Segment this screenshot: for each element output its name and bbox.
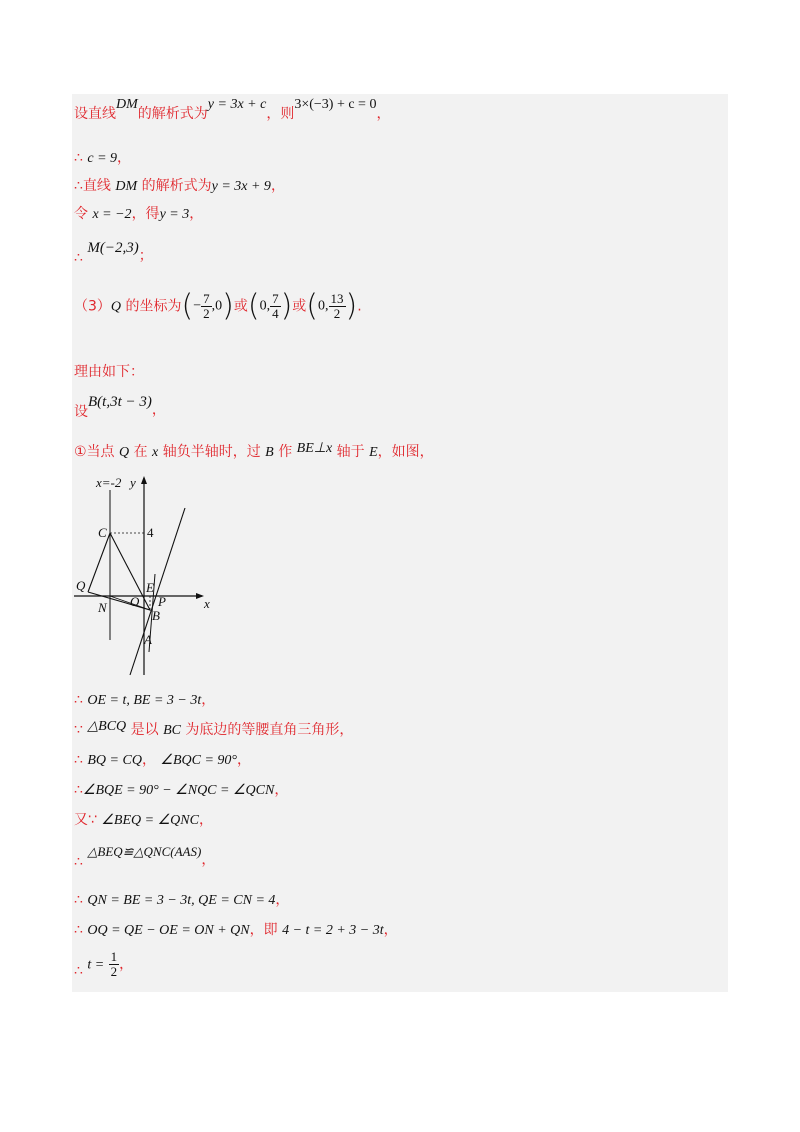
math: 0,: [259, 298, 271, 314]
therefore-symbol: ∴: [74, 854, 83, 870]
label-a: A: [144, 632, 152, 647]
math: Q: [110, 299, 122, 315]
line-6: （3）Q 的坐标为(− $\frac{7}{2}$ ,0)或(0, $\frac{7}{4}$ )或(0, $\frac{13}{2}$ ).: [74, 288, 362, 324]
fraction: [201, 292, 212, 321]
text: ，: [198, 812, 213, 828]
text: ，: [141, 752, 156, 768]
text: ，: [383, 922, 398, 938]
text: ，得: [131, 206, 160, 222]
math: BQ = CQ: [87, 753, 142, 768]
label-n: N: [98, 600, 107, 615]
line-3: [74, 176, 285, 197]
label-y: y: [130, 475, 136, 490]
math: y = 3: [159, 207, 190, 222]
label-x: x: [204, 596, 210, 611]
line-17: [74, 920, 398, 941]
text: ，: [151, 402, 166, 418]
text: ，: [237, 752, 251, 768]
math: Q: [119, 445, 130, 460]
text: ，: [275, 892, 290, 908]
text: ，: [270, 178, 285, 194]
text: 又∵: [74, 812, 97, 828]
math: 3×(−3) + c = 0: [294, 97, 377, 112]
math: DM: [116, 97, 138, 112]
line-7: [74, 362, 144, 382]
math: B(t,3t − 3): [88, 394, 152, 410]
text: 是以: [130, 722, 159, 738]
text: ，: [117, 150, 132, 166]
text: .: [357, 298, 362, 315]
math: ∠BQC = 90°: [160, 753, 237, 768]
therefore-symbol: ∴: [74, 752, 83, 768]
text: 设直线: [74, 106, 116, 122]
denominator: 2: [110, 964, 118, 979]
math: y = 3x + c: [207, 97, 267, 112]
math: BE⊥x: [296, 441, 333, 456]
text: ，: [274, 782, 289, 798]
text: 为底边的等腰直角三角形，: [185, 722, 354, 738]
math: E: [369, 445, 378, 460]
text: 轴于: [336, 444, 365, 460]
denominator: 4: [272, 306, 279, 321]
fraction: [329, 292, 346, 321]
line-16: [74, 890, 289, 911]
text: 轴负半轴时，过: [162, 444, 261, 460]
label-o: O: [130, 594, 140, 609]
therefore-symbol: ∴: [74, 892, 83, 908]
text: ，如图，: [377, 444, 434, 460]
text: 或: [233, 298, 248, 315]
text: 设: [74, 404, 88, 420]
label-p: P: [158, 594, 166, 609]
x-axis-arrow: [196, 593, 204, 599]
math: y = 3x + 9: [211, 179, 271, 194]
denominator: 2: [333, 306, 341, 321]
math: OQ = QE − OE = ON + QN: [87, 923, 250, 938]
line-18: [74, 950, 133, 979]
text: （3）: [74, 298, 111, 315]
line-15: [74, 842, 216, 870]
math: ∠BQE = 90° − ∠NQC = ∠QCN: [82, 783, 275, 798]
math: c = 9: [87, 151, 118, 166]
math: x = −2: [92, 207, 132, 222]
math: 0,: [318, 298, 329, 314]
line-14: [74, 810, 213, 831]
therefore-symbol: ∴: [74, 250, 83, 266]
math: △BEQ≌△QNC(AAS): [87, 844, 202, 859]
label-c: C: [98, 525, 107, 540]
math: x: [152, 445, 159, 460]
math: ∠BEQ = ∠QNC: [101, 813, 199, 828]
math: DM: [115, 179, 138, 194]
line-13: [74, 780, 288, 801]
line-9: [74, 442, 434, 463]
text: 的解析式为: [141, 178, 212, 194]
text: ，: [376, 106, 391, 122]
line-5: [74, 238, 153, 266]
label-b: B: [152, 608, 160, 623]
numerator: 7: [272, 291, 279, 306]
because-symbol: ∵: [74, 722, 83, 738]
text: ，即: [249, 922, 278, 938]
label-4: 4: [147, 525, 154, 540]
text: ，: [201, 852, 216, 868]
line-1: [74, 97, 391, 125]
denominator: 2: [203, 306, 210, 321]
math: QN = BE = 3 − 3t, QE = CN = 4: [87, 893, 276, 908]
label-q: Q: [76, 578, 86, 593]
therefore-symbol: ∴: [74, 150, 83, 166]
text: ，: [119, 956, 134, 973]
therefore-symbol: ∴: [74, 922, 83, 938]
line-2: [74, 148, 131, 169]
numerator: 7: [203, 291, 210, 306]
therefore-symbol: ∴: [74, 178, 83, 194]
math: OE = t, BE = 3 − 3t: [87, 693, 202, 708]
geometry-figure: [72, 470, 222, 680]
fraction: [270, 292, 281, 321]
numerator: 13: [330, 291, 344, 306]
math: 4 − t = 2 + 3 − 3t: [282, 923, 384, 938]
label-e: E: [146, 580, 154, 595]
text: 的坐标为: [125, 298, 182, 315]
text: ，: [201, 692, 216, 708]
therefore-symbol: ∴: [74, 692, 83, 708]
math: BC: [163, 723, 181, 738]
text: 在: [133, 444, 148, 460]
text: ，则: [266, 106, 295, 122]
text: 理由如下：: [74, 364, 144, 380]
label-x-eq: x=-2: [96, 475, 122, 490]
line-10: [74, 690, 215, 711]
numerator: 1: [110, 949, 118, 964]
line-4: [74, 204, 203, 225]
triangle-qcb: [88, 533, 150, 610]
line-11: [74, 720, 353, 741]
math: B: [265, 445, 274, 460]
math: t =: [87, 957, 105, 973]
y-axis-arrow: [141, 476, 147, 484]
math: −: [193, 298, 202, 314]
therefore-symbol: ∴: [74, 962, 83, 979]
text: ；: [138, 248, 153, 264]
therefore-symbol: ∴: [74, 782, 83, 798]
line-8: [74, 392, 166, 420]
fraction: [109, 950, 120, 979]
text: 的解析式为: [137, 106, 208, 122]
text: ，: [189, 206, 204, 222]
math: ,0: [211, 298, 223, 314]
text: 直线: [82, 178, 111, 194]
text: ①当点: [74, 444, 115, 460]
line-12: [74, 750, 251, 771]
text: 或: [292, 298, 307, 315]
math: △BCQ: [87, 719, 127, 734]
text: 令: [74, 206, 88, 222]
math: M(−2,3): [87, 240, 139, 256]
text: 作: [278, 444, 293, 460]
